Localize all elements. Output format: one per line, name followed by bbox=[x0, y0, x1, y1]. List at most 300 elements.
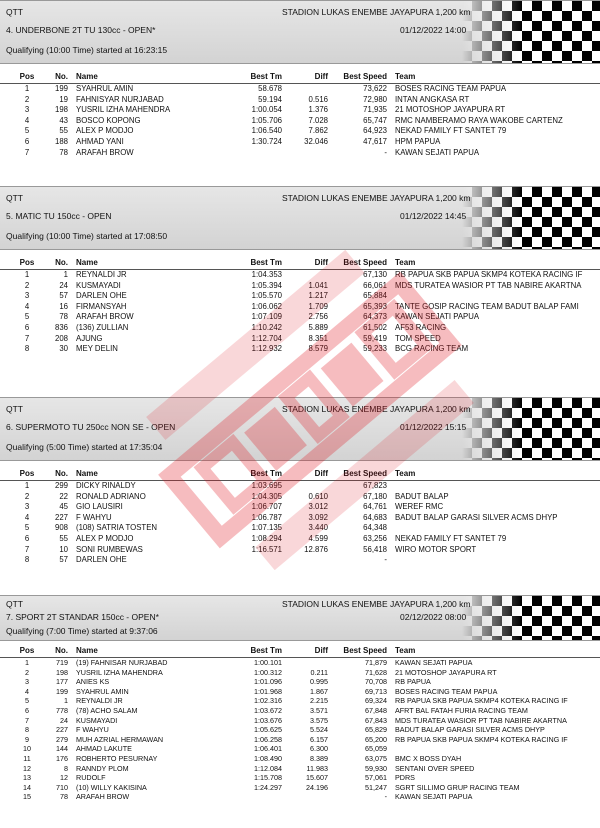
column-header-pos: Pos bbox=[19, 72, 35, 81]
cell-diff: 1.376 bbox=[308, 105, 328, 115]
column-header-best: Best Tm bbox=[250, 646, 282, 655]
cell-speed: 67,130 bbox=[363, 270, 387, 279]
cell-diff: 6.157 bbox=[310, 734, 328, 744]
cell-no: 836 bbox=[54, 322, 68, 332]
cell-name: F WAHYU bbox=[76, 725, 109, 735]
cell-speed: 64,923 bbox=[363, 126, 387, 136]
cell-best: 1:06.707 bbox=[251, 502, 282, 512]
cell-pos: 7 bbox=[25, 715, 29, 725]
cell-no: 279 bbox=[56, 734, 68, 744]
cell-diff: 5.524 bbox=[310, 725, 328, 735]
table-row bbox=[0, 716, 600, 726]
cell-best: 1:00.312 bbox=[254, 667, 282, 677]
cell-team: HPM PAPUA bbox=[395, 136, 441, 146]
cell-best: 1:08.490 bbox=[254, 753, 282, 763]
column-header-best: Best Tm bbox=[250, 469, 282, 478]
cell-no: 78 bbox=[60, 792, 68, 802]
cell-diff: 1.709 bbox=[308, 301, 328, 311]
cell-best: 1:12.084 bbox=[254, 763, 282, 773]
cell-pos: 15 bbox=[23, 792, 31, 802]
cell-team: RMC NAMBERAMO RAYA WAKOBE CARTENZ bbox=[395, 115, 563, 125]
cell-diff: 2.756 bbox=[308, 312, 328, 322]
cell-no: 16 bbox=[59, 301, 68, 311]
cell-diff: 15.607 bbox=[306, 773, 328, 783]
cell-best: 1:10.242 bbox=[251, 322, 282, 332]
cell-no: 57 bbox=[59, 555, 68, 565]
cell-diff: 3.012 bbox=[308, 502, 328, 512]
cell-diff: 8.351 bbox=[308, 333, 328, 343]
cell-diff: 11.983 bbox=[306, 763, 328, 773]
cell-no: 227 bbox=[56, 725, 68, 735]
cell-name: DARLEN OHE bbox=[76, 291, 127, 301]
table-row bbox=[0, 513, 600, 524]
column-header-diff: Diff bbox=[314, 646, 328, 655]
cell-diff: 5.889 bbox=[308, 322, 328, 332]
cell-name: YUSRIL IZHA MAHENDRA bbox=[76, 667, 163, 677]
cell-pos: 5 bbox=[25, 696, 29, 706]
column-header-no: No. bbox=[55, 72, 68, 81]
column-header-row bbox=[0, 645, 600, 658]
cell-no: 176 bbox=[56, 753, 68, 763]
table-row bbox=[0, 126, 600, 137]
cell-name: SONI RUMBEWAS bbox=[76, 544, 143, 554]
section-header bbox=[0, 0, 600, 64]
cell-pos: 10 bbox=[23, 744, 31, 754]
cell-best: 1:05.394 bbox=[251, 280, 282, 290]
session-type: QTT bbox=[6, 193, 23, 203]
cell-best: 1:08.294 bbox=[251, 533, 282, 543]
cell-no: 45 bbox=[59, 502, 68, 512]
cell-best: 1:03.695 bbox=[251, 481, 282, 490]
checkered-flag-graphic bbox=[462, 398, 600, 460]
cell-name: RANNDY PLOM bbox=[76, 763, 129, 773]
cell-team: KAWAN SEJATI PAPUA bbox=[395, 792, 473, 802]
cell-no: 78 bbox=[59, 147, 68, 157]
cell-speed: 71,879 bbox=[365, 658, 387, 667]
cell-name: AJUNG bbox=[76, 333, 103, 343]
table-row bbox=[0, 668, 600, 678]
session-type: QTT bbox=[6, 599, 23, 609]
cell-team: TANTE GOSIP RACING TEAM BADUT BALAP FAMI bbox=[395, 301, 579, 311]
cell-team: RB PAPUA SKB PAPUA SKMP4 KOTEKA RACING IF bbox=[395, 734, 568, 744]
cell-pos: 8 bbox=[24, 555, 30, 565]
table-row bbox=[0, 754, 600, 764]
cell-pos: 4 bbox=[25, 686, 29, 696]
cell-no: 199 bbox=[54, 84, 68, 93]
cell-name: AHMAD YANI bbox=[76, 136, 124, 146]
table-row bbox=[0, 116, 600, 127]
results-section bbox=[0, 186, 600, 355]
cell-best: 1:06.258 bbox=[254, 734, 282, 744]
cell-pos: 3 bbox=[24, 502, 30, 512]
cell-no: 43 bbox=[59, 115, 68, 125]
cell-pos: 4 bbox=[24, 301, 30, 311]
table-row bbox=[0, 312, 600, 323]
cell-diff: 7.028 bbox=[308, 115, 328, 125]
cell-team: AFRT BAL FATAH FURIA RACING TEAM bbox=[395, 705, 528, 715]
column-header-team: Team bbox=[395, 469, 416, 478]
cell-name: (19) FAHNISAR NURJABAD bbox=[76, 658, 168, 667]
cell-diff: 1.867 bbox=[310, 686, 328, 696]
cell-no: 55 bbox=[59, 533, 68, 543]
session-date: 01/12/2022 14:45 bbox=[400, 211, 467, 221]
table-row bbox=[0, 492, 600, 503]
cell-no: 55 bbox=[59, 126, 68, 136]
table-row bbox=[0, 481, 600, 492]
column-header-pos: Pos bbox=[19, 258, 35, 267]
cell-name: (136) ZULLIAN bbox=[76, 322, 129, 332]
cell-name: ARAFAH BROW bbox=[76, 792, 130, 802]
cell-team: KAWAN SEJATI PAPUA bbox=[395, 312, 480, 322]
cell-speed: 65,747 bbox=[363, 115, 387, 125]
cell-speed: 59,930 bbox=[365, 763, 387, 773]
cell-pos: 4 bbox=[24, 115, 30, 125]
table-row bbox=[0, 735, 600, 745]
table-row bbox=[0, 545, 600, 556]
table-row bbox=[0, 95, 600, 106]
cell-no: 198 bbox=[54, 105, 68, 115]
cell-team: KAWAN SEJATI PAPUA bbox=[395, 658, 473, 667]
cell-pos: 6 bbox=[25, 705, 29, 715]
cell-speed: 70,708 bbox=[365, 677, 387, 687]
qualifying-info: Qualifying (10:00 Time) started at 16:23:15 bbox=[6, 45, 168, 55]
cell-name: AHMAD LAKUTE bbox=[76, 744, 132, 754]
results-section bbox=[0, 595, 600, 802]
cell-speed: 67,823 bbox=[363, 481, 387, 490]
cell-pos: 6 bbox=[24, 136, 30, 146]
cell-best: 1:07.135 bbox=[251, 523, 282, 533]
cell-pos: 3 bbox=[24, 105, 30, 115]
column-header-diff: Diff bbox=[314, 469, 328, 478]
cell-pos: 13 bbox=[23, 773, 31, 783]
table-row bbox=[0, 534, 600, 545]
cell-name: MUH AZRIAL HERMAWAN bbox=[76, 734, 164, 744]
cell-best: 1:06.540 bbox=[251, 126, 282, 136]
column-header-team: Team bbox=[395, 258, 416, 267]
cell-diff: 7.862 bbox=[308, 126, 328, 136]
table-row bbox=[0, 270, 600, 281]
cell-diff: 3.571 bbox=[310, 705, 328, 715]
cell-speed: 65,393 bbox=[363, 301, 387, 311]
cell-no: 22 bbox=[59, 491, 68, 501]
cell-best: 1:24.297 bbox=[254, 782, 282, 792]
section-header bbox=[0, 186, 600, 250]
cell-diff: 1.041 bbox=[308, 280, 328, 290]
cell-diff: 24.196 bbox=[306, 782, 328, 792]
cell-speed: 64,761 bbox=[363, 502, 387, 512]
cell-pos: 8 bbox=[24, 344, 30, 354]
cell-pos: 1 bbox=[24, 84, 30, 93]
cell-speed: 67,180 bbox=[363, 491, 387, 501]
cell-speed: 65,884 bbox=[363, 291, 387, 301]
cell-speed: 67,843 bbox=[365, 715, 387, 725]
cell-name: (108) SATRIA TOSTEN bbox=[76, 523, 158, 533]
cell-speed: - bbox=[384, 555, 387, 565]
cell-no: 12 bbox=[60, 773, 68, 783]
cell-best: 1:00.101 bbox=[254, 658, 282, 667]
cell-team: NEKAD FAMILY FT SANTET 79 bbox=[395, 126, 507, 136]
cell-speed: 65,829 bbox=[365, 725, 387, 735]
checkered-flag-graphic bbox=[462, 1, 600, 63]
cell-speed: 59,419 bbox=[363, 333, 387, 343]
cell-diff: 8.389 bbox=[310, 753, 328, 763]
cell-name: REYNALDI JR bbox=[76, 270, 127, 279]
cell-no: 1 bbox=[64, 696, 68, 706]
cell-diff: 3.440 bbox=[308, 523, 328, 533]
cell-diff: 0.995 bbox=[310, 677, 328, 687]
cell-team: PDRS bbox=[395, 773, 415, 783]
cell-best: 1:01.968 bbox=[254, 686, 282, 696]
cell-best: 58.678 bbox=[258, 84, 282, 93]
table-row bbox=[0, 302, 600, 313]
cell-team: BMC X BOSS DYAH bbox=[395, 753, 462, 763]
cell-diff: 2.215 bbox=[310, 696, 328, 706]
cell-no: 24 bbox=[59, 280, 68, 290]
cell-diff: 4.599 bbox=[308, 533, 328, 543]
cell-team: WIRO MOTOR SPORT bbox=[395, 544, 477, 554]
table-row bbox=[0, 658, 600, 668]
column-header-pos: Pos bbox=[19, 646, 35, 655]
cell-name: GIO LAUSIRI bbox=[76, 502, 123, 512]
cell-team: AF53 RACING bbox=[395, 322, 447, 332]
cell-pos: 7 bbox=[24, 147, 30, 157]
cell-speed: 56,418 bbox=[363, 544, 387, 554]
cell-name: SYAHRUL AMIN bbox=[76, 686, 129, 696]
cell-no: 10 bbox=[59, 544, 68, 554]
cell-name: RUDOLF bbox=[76, 773, 106, 783]
cell-best: 1:04.353 bbox=[251, 270, 282, 279]
cell-name: ROBHERTO PESURNAY bbox=[76, 753, 158, 763]
cell-pos: 7 bbox=[24, 333, 30, 343]
cell-pos: 2 bbox=[24, 94, 30, 104]
cell-speed: 73,622 bbox=[363, 84, 387, 93]
column-header-best: Best Tm bbox=[250, 258, 282, 267]
cell-team: RB PAPUA SKB PAPUA SKMP4 KOTEKA RACING IF bbox=[395, 696, 568, 706]
venue-label: STADION LUKAS ENEMBE JAYAPURA 1,200 km bbox=[282, 7, 471, 17]
qualifying-info: Qualifying (10:00 Time) started at 17:08:50 bbox=[6, 231, 168, 241]
cell-name: ANIES KS bbox=[76, 677, 110, 687]
cell-pos: 2 bbox=[25, 667, 29, 677]
cell-best: 1:06.787 bbox=[251, 512, 282, 522]
cell-name: SYAHRUL AMIN bbox=[76, 84, 134, 93]
cell-pos: 4 bbox=[24, 512, 30, 522]
cell-team: KAWAN SEJATI PAPUA bbox=[395, 147, 480, 157]
cell-best: 1:02.316 bbox=[254, 696, 282, 706]
cell-best: 1:01.096 bbox=[254, 677, 282, 687]
cell-best: 1:05.625 bbox=[254, 725, 282, 735]
cell-diff: 32.046 bbox=[304, 136, 328, 146]
cell-best: 1:05.706 bbox=[251, 115, 282, 125]
cell-name: KUSMAYADI bbox=[76, 715, 118, 725]
cell-speed: 65,059 bbox=[365, 744, 387, 754]
cell-name: DICKY RINALDY bbox=[76, 481, 136, 490]
cell-no: 778 bbox=[56, 705, 68, 715]
column-header-speed: Best Speed bbox=[343, 646, 387, 655]
cell-speed: 71,935 bbox=[363, 105, 387, 115]
cell-team: MDS TURATEA WASIOR PT TAB NABIRE AKARTNA bbox=[395, 715, 567, 725]
cell-speed: 64,348 bbox=[363, 523, 387, 533]
cell-no: 208 bbox=[54, 333, 68, 343]
cell-no: 299 bbox=[54, 481, 68, 490]
cell-no: 188 bbox=[54, 136, 68, 146]
cell-name: RONALD ADRIANO bbox=[76, 491, 146, 501]
cell-team: TOM SPEED bbox=[395, 333, 441, 343]
cell-speed: 63,075 bbox=[365, 753, 387, 763]
cell-team: WEREF RMC bbox=[395, 502, 444, 512]
table-row bbox=[0, 344, 600, 355]
cell-speed: 64,373 bbox=[363, 312, 387, 322]
session-date: 01/12/2022 14:00 bbox=[400, 25, 467, 35]
cell-best: 1:12.932 bbox=[251, 344, 282, 354]
cell-speed: 57,061 bbox=[365, 773, 387, 783]
cell-no: 198 bbox=[56, 667, 68, 677]
results-section bbox=[0, 397, 600, 566]
cell-pos: 12 bbox=[23, 763, 31, 773]
column-header-speed: Best Speed bbox=[343, 72, 387, 81]
table-row bbox=[0, 792, 600, 802]
cell-team: BADUT BALAP GARASI SILVER ACMS DHYP bbox=[395, 725, 545, 735]
cell-no: 199 bbox=[56, 686, 68, 696]
cell-no: 144 bbox=[56, 744, 68, 754]
cell-speed: 64,683 bbox=[363, 512, 387, 522]
table-row bbox=[0, 706, 600, 716]
table-row bbox=[0, 137, 600, 148]
cell-name: FAHNISYAR NURJABAD bbox=[76, 94, 164, 104]
cell-name: MEY DELIN bbox=[76, 344, 118, 354]
cell-no: 719 bbox=[56, 658, 68, 667]
column-header-row bbox=[0, 71, 600, 84]
venue-label: STADION LUKAS ENEMBE JAYAPURA 1,200 km bbox=[282, 404, 471, 414]
cell-speed: 47,617 bbox=[363, 136, 387, 146]
table-row bbox=[0, 105, 600, 116]
cell-no: 8 bbox=[64, 763, 68, 773]
cell-diff: 3.092 bbox=[308, 512, 328, 522]
class-title: 5. MATIC TU 150cc - OPEN bbox=[6, 211, 112, 221]
class-title: 6. SUPERMOTO TU 250cc NON SE - OPEN bbox=[6, 422, 176, 432]
cell-diff: 0.516 bbox=[308, 94, 328, 104]
column-header-team: Team bbox=[395, 646, 416, 655]
cell-best: 1:04.305 bbox=[251, 491, 282, 501]
venue-label: STADION LUKAS ENEMBE JAYAPURA 1,200 km bbox=[282, 193, 471, 203]
cell-speed: 61,502 bbox=[363, 322, 387, 332]
cell-no: 19 bbox=[59, 94, 68, 104]
cell-best: 1:12.704 bbox=[251, 333, 282, 343]
cell-pos: 2 bbox=[24, 491, 30, 501]
cell-best: 1:06.062 bbox=[251, 301, 282, 311]
cell-name: (10) WILLY KAKISINA bbox=[76, 782, 147, 792]
cell-pos: 5 bbox=[24, 126, 30, 136]
cell-name: DARLEN OHE bbox=[76, 555, 127, 565]
cell-best: 1:15.708 bbox=[254, 773, 282, 783]
table-row bbox=[0, 696, 600, 706]
cell-speed: - bbox=[384, 792, 387, 802]
cell-diff: 8.579 bbox=[308, 344, 328, 354]
cell-best: 1:05.570 bbox=[251, 291, 282, 301]
cell-speed: 72,980 bbox=[363, 94, 387, 104]
cell-pos: 1 bbox=[24, 481, 30, 490]
cell-team: 21 MOTOSHOP JAYAPURA RT bbox=[395, 667, 497, 677]
cell-no: 1 bbox=[63, 270, 68, 279]
cell-best: 1:30.724 bbox=[251, 136, 282, 146]
cell-speed: 51,247 bbox=[365, 782, 387, 792]
cell-diff: 0.610 bbox=[308, 491, 328, 501]
cell-team: 21 MOTOSHOP JAYAPURA RT bbox=[395, 105, 506, 115]
table-row bbox=[0, 783, 600, 793]
cell-name: ARAFAH BROW bbox=[76, 147, 134, 157]
cell-name: BOSCO KOPONG bbox=[76, 115, 141, 125]
column-header-team: Team bbox=[395, 72, 416, 81]
table-row bbox=[0, 687, 600, 697]
cell-name: ARAFAH BROW bbox=[76, 312, 134, 322]
table-row bbox=[0, 744, 600, 754]
cell-speed: - bbox=[384, 147, 387, 157]
cell-best: 1:07.109 bbox=[251, 312, 282, 322]
cell-pos: 5 bbox=[24, 523, 30, 533]
session-date: 02/12/2022 08:00 bbox=[400, 612, 467, 622]
column-header-speed: Best Speed bbox=[343, 469, 387, 478]
results-section bbox=[0, 0, 600, 158]
cell-diff: 3.575 bbox=[310, 715, 328, 725]
table-row bbox=[0, 502, 600, 513]
cell-team: SGRT SILLIMO GRUP RACING TEAM bbox=[395, 782, 520, 792]
cell-best: 1:03.676 bbox=[254, 715, 282, 725]
table-row bbox=[0, 764, 600, 774]
table-row bbox=[0, 148, 600, 159]
cell-no: 710 bbox=[56, 782, 68, 792]
cell-team: SENTANI OVER SPEED bbox=[395, 763, 475, 773]
cell-best: 1:16.571 bbox=[251, 544, 282, 554]
class-title: 4. UNDERBONE 2T TU 130cc - OPEN* bbox=[6, 25, 156, 35]
cell-name: (78) ACHO SALAM bbox=[76, 705, 138, 715]
cell-name: F WAHYU bbox=[76, 512, 112, 522]
column-header-speed: Best Speed bbox=[343, 258, 387, 267]
cell-speed: 67,848 bbox=[365, 705, 387, 715]
cell-pos: 5 bbox=[24, 312, 30, 322]
cell-team: RB PAPUA SKB PAPUA SKMP4 KOTEKA RACING IF bbox=[395, 270, 583, 279]
column-header-pos: Pos bbox=[19, 469, 35, 478]
column-header-name: Name bbox=[76, 258, 98, 267]
column-header-diff: Diff bbox=[314, 72, 328, 81]
cell-pos: 14 bbox=[23, 782, 31, 792]
cell-team: INTAN ANGKASA RT bbox=[395, 94, 470, 104]
cell-pos: 1 bbox=[25, 658, 29, 667]
session-type: QTT bbox=[6, 404, 23, 414]
cell-team: BOSES RACING TEAM PAPUA bbox=[395, 686, 498, 696]
column-header-no: No. bbox=[55, 646, 68, 655]
checkered-flag-graphic bbox=[462, 187, 600, 249]
cell-no: 24 bbox=[60, 715, 68, 725]
column-header-best: Best Tm bbox=[250, 72, 282, 81]
cell-team: RB PAPUA bbox=[395, 677, 431, 687]
cell-no: 908 bbox=[54, 523, 68, 533]
table-row bbox=[0, 323, 600, 334]
cell-pos: 2 bbox=[24, 280, 30, 290]
column-header-no: No. bbox=[55, 258, 68, 267]
cell-pos: 9 bbox=[25, 734, 29, 744]
cell-name: FIRMANSYAH bbox=[76, 301, 127, 311]
column-header-name: Name bbox=[76, 646, 98, 655]
column-header-row bbox=[0, 257, 600, 270]
cell-pos: 3 bbox=[25, 677, 29, 687]
cell-team: NEKAD FAMILY FT SANTET 79 bbox=[395, 533, 507, 543]
table-row bbox=[0, 281, 600, 292]
table-row bbox=[0, 291, 600, 302]
cell-speed: 69,324 bbox=[365, 696, 387, 706]
cell-pos: 8 bbox=[25, 725, 29, 735]
cell-no: 57 bbox=[59, 291, 68, 301]
cell-pos: 6 bbox=[24, 322, 30, 332]
session-type: QTT bbox=[6, 7, 23, 17]
